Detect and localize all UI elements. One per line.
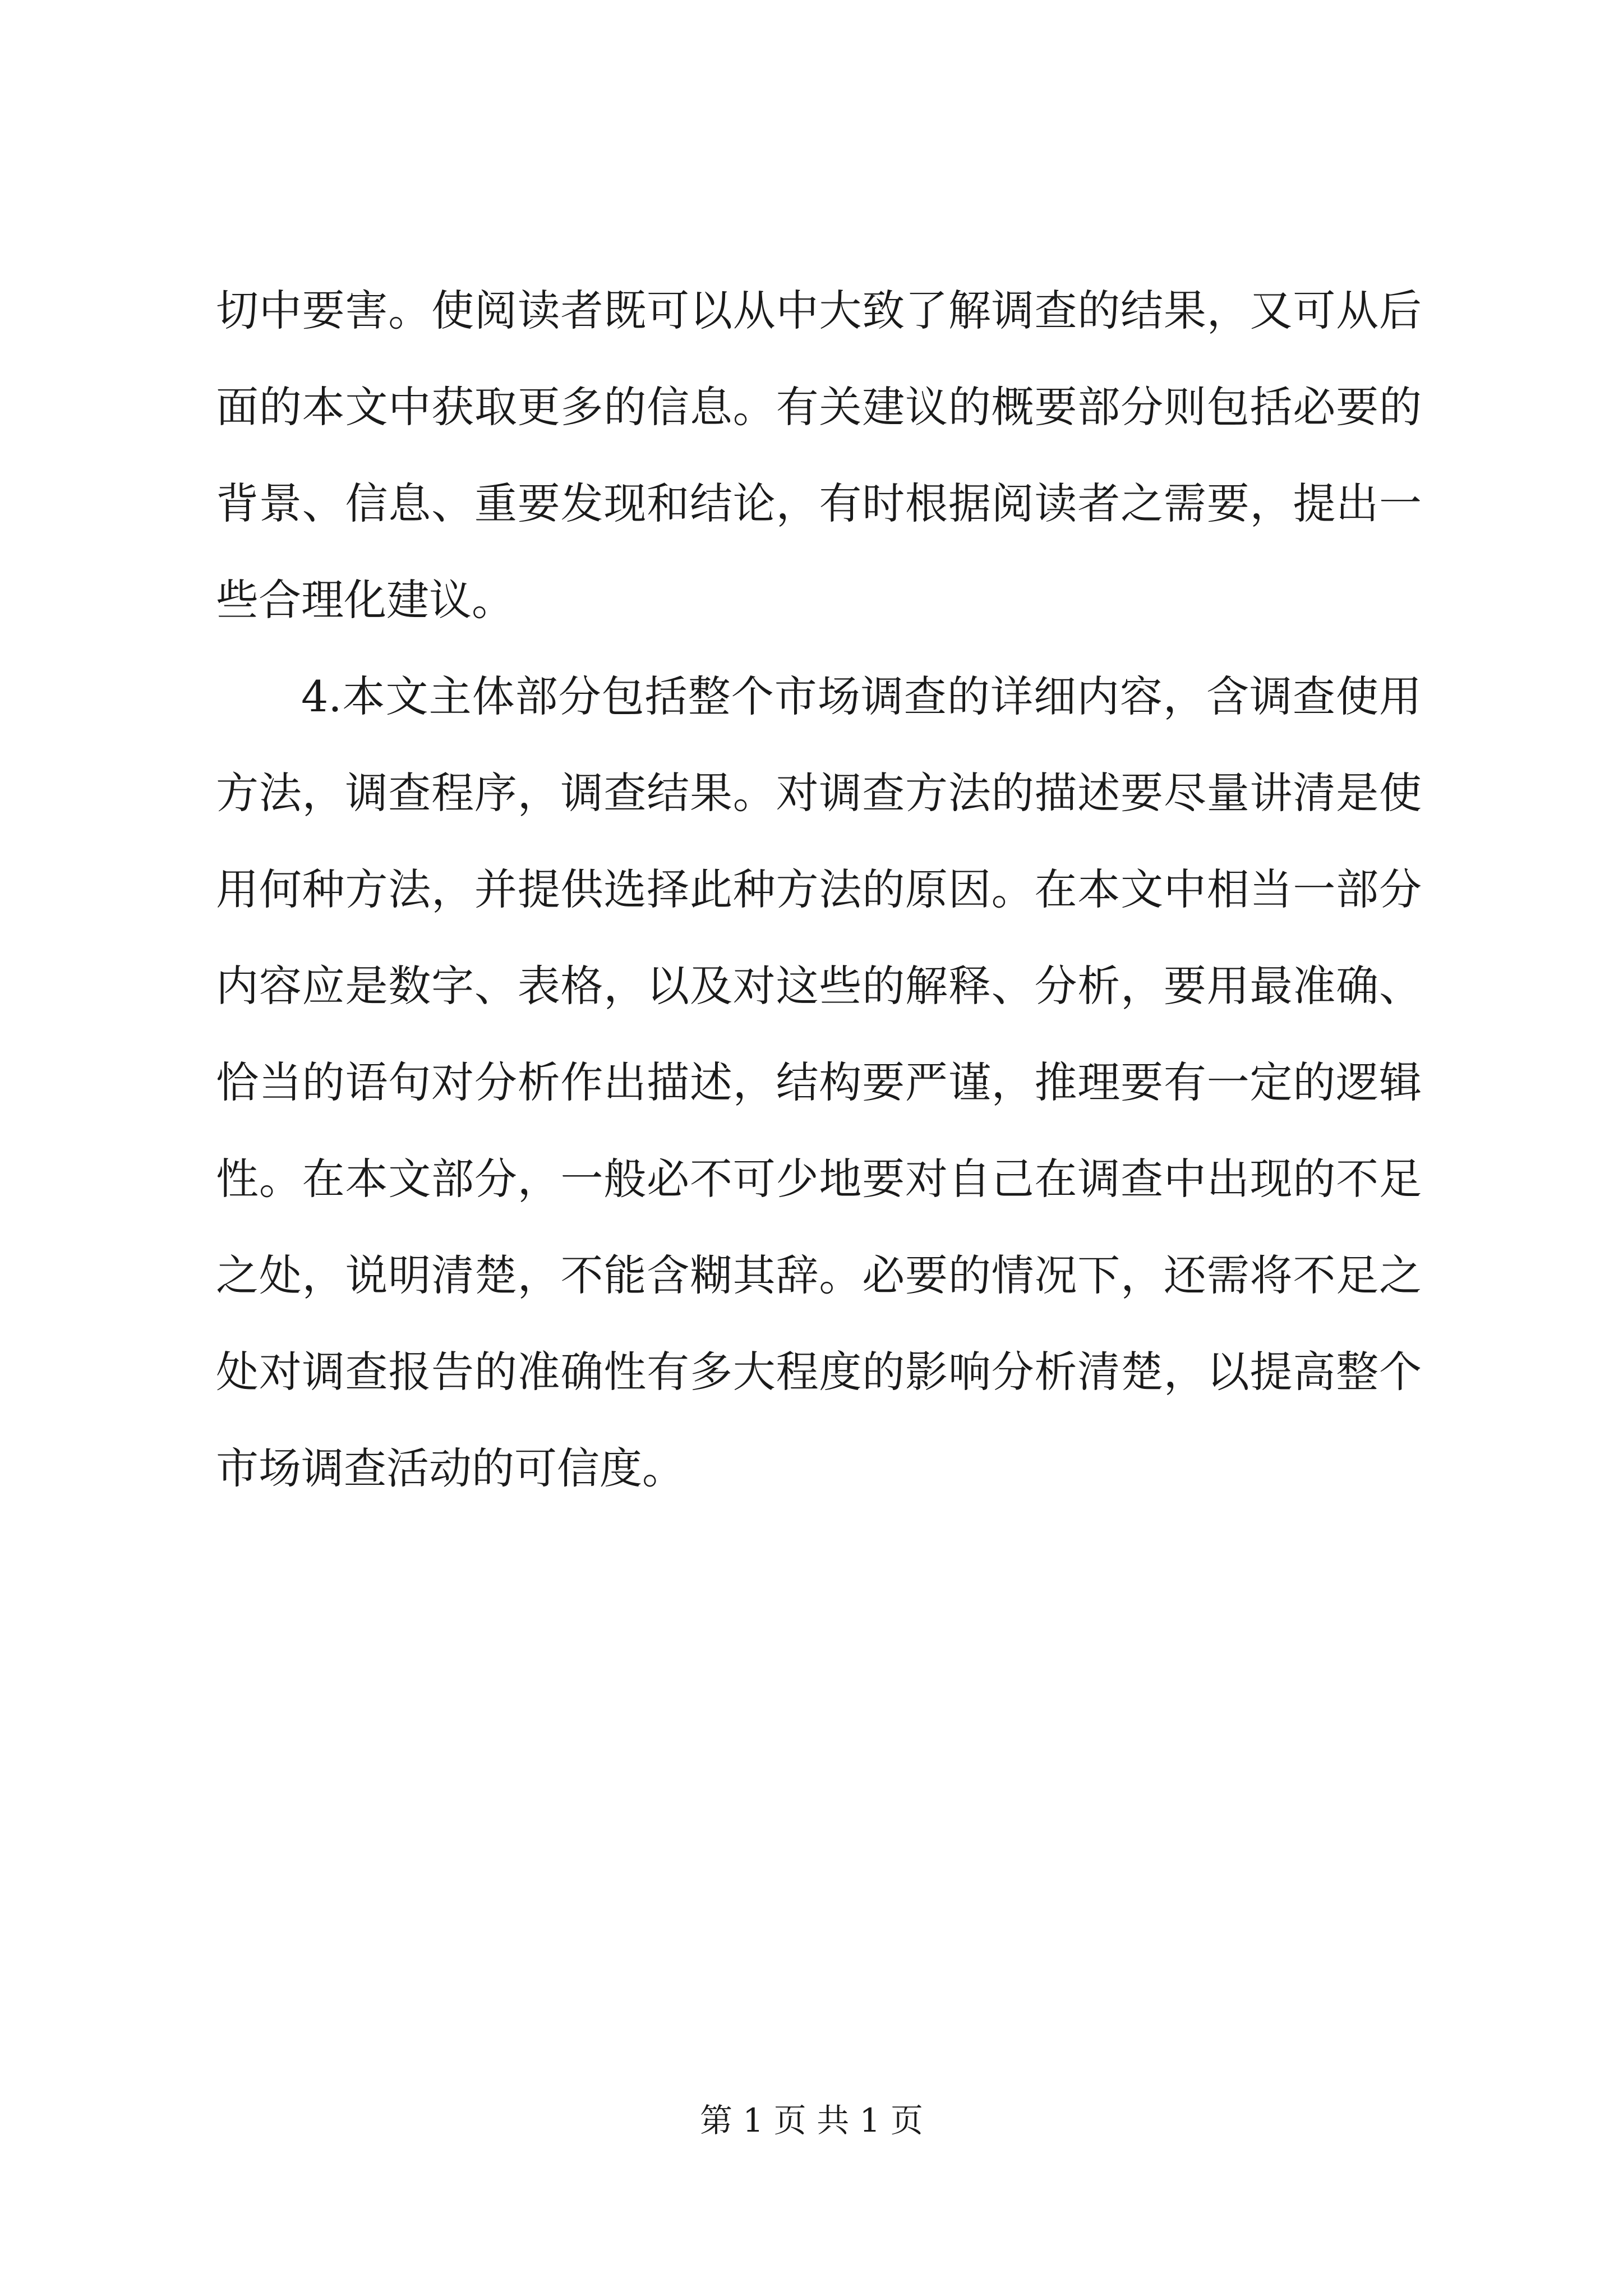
body-text: [216, 263, 1422, 1517]
text-line: 之处，说明清楚，不能含糊其辞。必要的情况下，还需将不足之: [216, 1250, 1422, 1300]
text-line: 些合理化建议。: [216, 575, 514, 625]
paragraph-summary: [216, 263, 1422, 648]
text-line: 切中要害。使阅读者既可以从中大致了解调查的结果，又可从后: [216, 286, 1422, 335]
page-number-footer: 第 1 页 共 1 页: [700, 2101, 923, 2139]
text-line: 性。在本文部分，一般必不可少地要对自己在调查中出现的不足: [216, 1154, 1422, 1204]
text-line: 市场调查活动的可信度。: [216, 1443, 685, 1493]
text-line: 4.本文主体部分包括整个市场调查的详细内容，含调查使用: [301, 671, 1422, 721]
paragraph-main-body: [216, 648, 1422, 1517]
text-line: 背景、信息、重要发现和结论，有时根据阅读者之需要，提出一: [216, 478, 1422, 528]
text-line: 恰当的语句对分析作出描述，结构要严谨，推理要有一定的逻辑: [216, 1057, 1422, 1107]
text-line: 面的本文中获取更多的信息。有关建议的概要部分则包括必要的: [216, 382, 1422, 432]
text-line: 处对调查报告的准确性有多大程度的影响分析清楚，以提高整个: [216, 1347, 1422, 1397]
text-line: 用何种方法，并提供选择此种方法的原因。在本文中相当一部分: [216, 864, 1422, 914]
text-line: 内容应是数字、表格，以及对这些的解释、分析，要用最准确、: [216, 961, 1422, 1011]
text-line: 方法，调查程序，调查结果。对调查方法的描述要尽量讲清是使: [216, 768, 1422, 818]
